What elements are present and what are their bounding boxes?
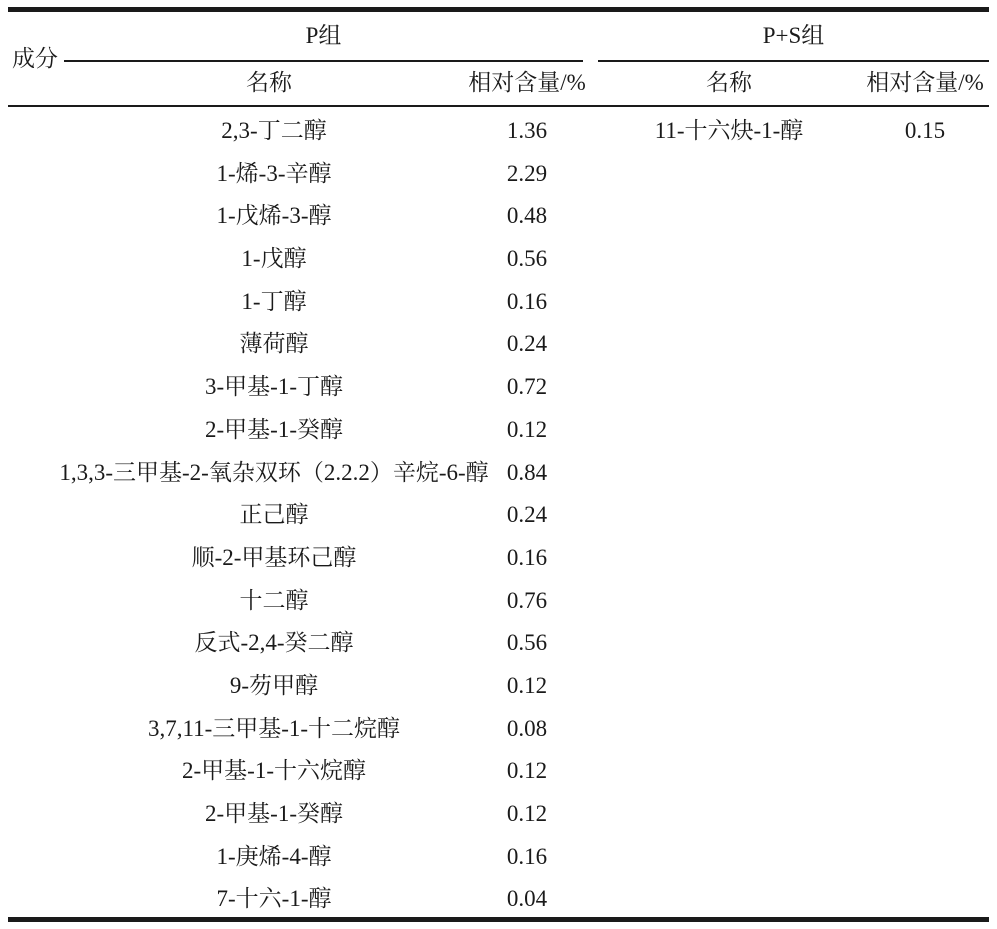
table-row <box>0 369 997 412</box>
p-compound-name: 1,3,3-三甲基-2-氧杂双环（2.2.2）辛烷-6-醇 <box>59 459 489 485</box>
p-compound-name: 正己醇 <box>239 502 309 528</box>
p-relative-content: 0.08 <box>506 715 548 741</box>
table-row <box>0 326 997 369</box>
table-row <box>0 412 997 455</box>
p-relative-content: 1.36 <box>506 118 548 143</box>
p-group-rule <box>64 60 583 62</box>
p-compound-name: 1-丁醇 <box>241 288 307 314</box>
table-body <box>0 113 997 924</box>
ps-compound-name: 11-十六炔-1-醇 <box>654 118 804 143</box>
table-row <box>0 753 997 796</box>
p-relative-content: 0.76 <box>506 587 548 613</box>
p-relative-content: 0.12 <box>506 801 548 826</box>
table-row <box>0 711 997 754</box>
p-compound-name: 1-庚烯-4-醇 <box>216 843 332 869</box>
p-compound-name: 顺-2-甲基环己醇 <box>191 544 357 570</box>
p-relative-content: 0.56 <box>506 630 548 656</box>
p-compound-name: 十二醇 <box>239 587 309 613</box>
table-row <box>0 839 997 882</box>
p-relative-content: 2.29 <box>506 160 548 186</box>
table-row <box>0 881 997 924</box>
p-relative-content: 0.84 <box>506 459 548 485</box>
table-row <box>0 156 997 199</box>
table-row <box>0 241 997 284</box>
p-relative-content: 0.48 <box>506 203 548 229</box>
p-compound-name: 1-戊醇 <box>241 246 307 272</box>
ps-group-header: P+S组 <box>762 23 825 48</box>
p-relative-content: 0.16 <box>506 288 548 314</box>
ps-name-header: 名称 <box>706 70 752 95</box>
p-compound-name: 1-戊烯-3-醇 <box>216 203 332 229</box>
p-relative-content: 0.12 <box>506 672 548 698</box>
p-compound-name: 薄荷醇 <box>239 331 309 357</box>
ps-group-rule <box>598 60 989 62</box>
p-relative-content: 0.12 <box>506 416 548 442</box>
table-row <box>0 625 997 668</box>
table-row <box>0 113 997 156</box>
p-compound-name: 3-甲基-1-丁醇 <box>205 374 343 400</box>
p-compound-name: 反式-2,4-癸二醇 <box>194 630 354 656</box>
table-row <box>0 198 997 241</box>
p-compound-name: 9-芴甲醇 <box>229 672 319 698</box>
p-compound-name: 2-甲基-1-癸醇 <box>205 416 343 442</box>
table-row <box>0 583 997 626</box>
p-compound-name: 1-烯-3-辛醇 <box>216 160 332 186</box>
p-relative-content: 0.16 <box>506 544 548 570</box>
header-rule <box>8 105 989 107</box>
p-compound-name: 7-十六-1-醇 <box>216 886 332 912</box>
p-relative-content: 0.24 <box>506 502 548 528</box>
p-name-header: 名称 <box>246 70 292 95</box>
table-row <box>0 497 997 540</box>
ps-relative-content: 0.15 <box>904 118 946 143</box>
table-row <box>0 796 997 839</box>
p-compound-name: 2,3-丁二醇 <box>221 118 327 143</box>
p-content-header: 相对含量/% <box>468 70 586 95</box>
table-top-rule <box>8 7 989 12</box>
p-relative-content: 0.16 <box>506 843 548 869</box>
p-compound-name: 3,7,11-三甲基-1-十二烷醇 <box>147 715 401 741</box>
p-relative-content: 0.56 <box>506 246 548 272</box>
ps-content-header: 相对含量/% <box>866 70 984 95</box>
p-compound-name: 2-甲基-1-癸醇 <box>205 801 343 826</box>
p-relative-content: 0.12 <box>506 758 548 784</box>
p-relative-content: 0.04 <box>506 886 548 912</box>
component-header: 成分 <box>12 46 58 71</box>
p-group-header: P组 <box>305 23 342 48</box>
table-row <box>0 284 997 327</box>
p-relative-content: 0.24 <box>506 331 548 357</box>
p-relative-content: 0.72 <box>506 374 548 400</box>
p-compound-name: 2-甲基-1-十六烷醇 <box>182 758 366 784</box>
table-row <box>0 455 997 498</box>
table-row <box>0 668 997 711</box>
table-row <box>0 540 997 583</box>
